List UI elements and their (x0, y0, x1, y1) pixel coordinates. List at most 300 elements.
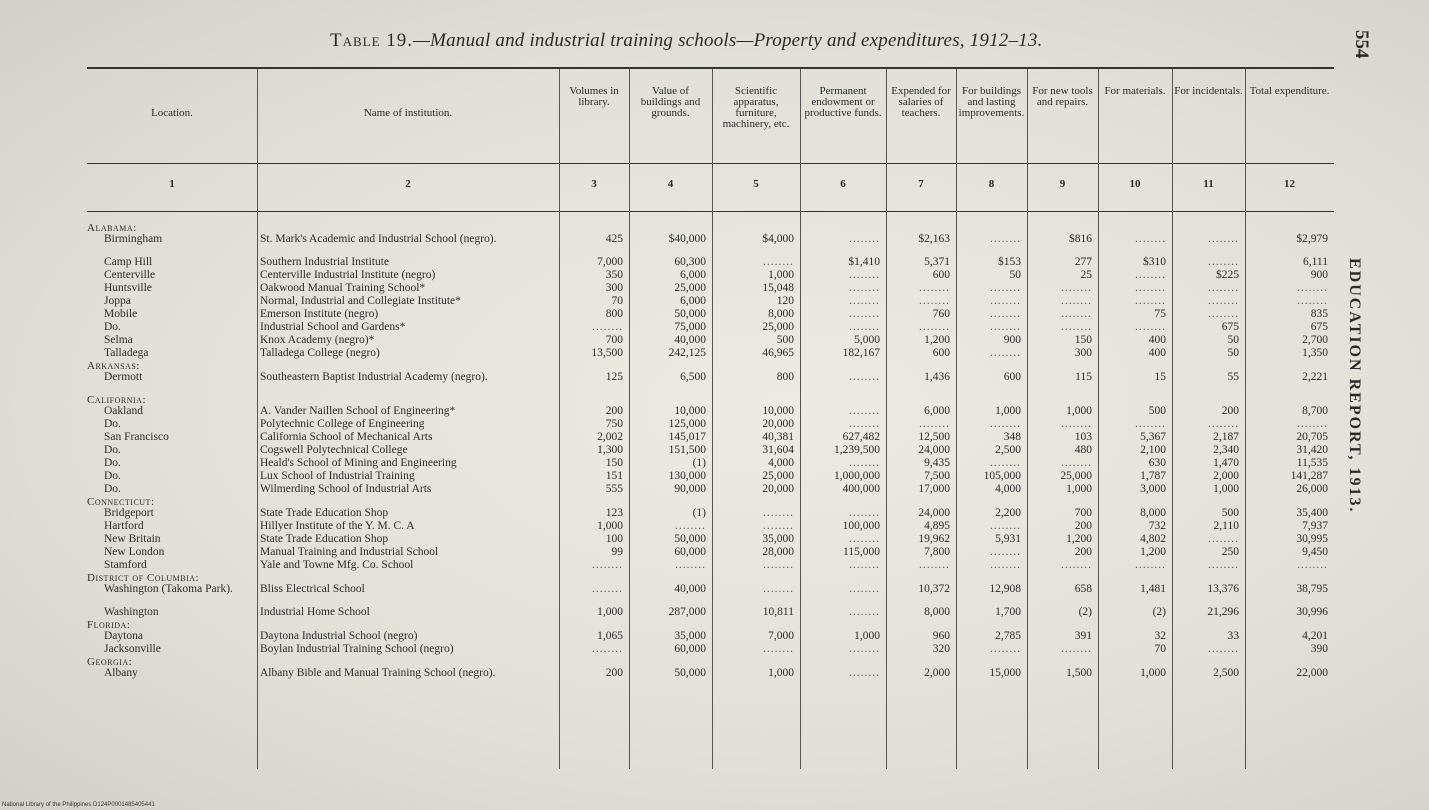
cell-value: ........ (763, 520, 794, 532)
cell-value: 150 (1074, 334, 1092, 346)
cell-value: 26,000 (1296, 483, 1328, 495)
cell-value: 105,000 (983, 470, 1021, 482)
table-row (0, 643, 1429, 656)
cell-value: 130,000 (668, 470, 706, 482)
cell-value: $153 (998, 256, 1021, 268)
cell-value: 20,705 (1296, 431, 1328, 443)
cell-value: 700 (605, 334, 623, 346)
cell-value: 1,470 (1213, 457, 1239, 469)
cell-value: 125,000 (668, 418, 706, 430)
column-number: 9 (1059, 178, 1066, 190)
institution-name: Wilmerding School of Industrial Arts (260, 483, 432, 495)
cell-value: ........ (849, 321, 880, 333)
institution-name: St. Mark's Academic and Industrial School (negro). (260, 233, 497, 245)
cell-value: 8,000 (768, 308, 794, 320)
cell-value: 1,200 (1066, 533, 1092, 545)
location: Do. (104, 457, 121, 469)
cell-value: 300 (1074, 347, 1092, 359)
cell-value: 141,287 (1290, 470, 1328, 482)
location: Stamford (104, 559, 147, 571)
cell-value: 30,996 (1296, 606, 1328, 618)
table-row (0, 233, 1429, 246)
cell-value: 6,000 (680, 295, 706, 307)
cell-value: ........ (763, 559, 794, 571)
table-row (0, 418, 1429, 431)
cell-value: 600 (932, 269, 950, 281)
institution-name: Knox Academy (negro)* (260, 334, 375, 346)
cell-value: $1,410 (848, 256, 880, 268)
cell-value: ........ (1061, 643, 1092, 655)
cell-value: 1,350 (1302, 347, 1328, 359)
location: Albany (104, 667, 138, 679)
cell-value: ........ (919, 559, 950, 571)
cell-value: 125 (605, 371, 623, 383)
location: Do. (104, 444, 121, 456)
cell-value: ........ (919, 295, 950, 307)
cell-value: 1,300 (597, 444, 623, 456)
cell-value: 7,000 (597, 256, 623, 268)
cell-value: 46,965 (762, 347, 794, 359)
cell-value: 390 (1310, 643, 1328, 655)
institution-name: Cogswell Polytechnical College (260, 444, 408, 456)
cell-value: ........ (990, 282, 1021, 294)
cell-value: ........ (849, 269, 880, 281)
cell-value: ........ (1208, 295, 1239, 307)
cell-value: 9,450 (1302, 546, 1328, 558)
cell-value: ........ (1297, 418, 1328, 430)
cell-value: 675 (1310, 321, 1328, 333)
table-row (0, 483, 1429, 496)
cell-value: 600 (1003, 371, 1021, 383)
cell-value: ........ (990, 295, 1021, 307)
cell-value: 50,000 (674, 533, 706, 545)
cell-value: 75 (1154, 308, 1166, 320)
cell-value: 11,535 (1296, 457, 1328, 469)
cell-value: 4,000 (768, 457, 794, 469)
table-row (0, 533, 1429, 546)
cell-value: ........ (1061, 418, 1092, 430)
cell-value: 200 (1074, 546, 1092, 558)
location: Do. (104, 418, 121, 430)
cell-value: ........ (990, 559, 1021, 571)
cell-value: ........ (919, 321, 950, 333)
state-name: Arkansas: (87, 360, 140, 372)
column-number: 2 (405, 178, 411, 190)
cell-value: 103 (1074, 431, 1092, 443)
table-row (0, 457, 1429, 470)
cell-value: 182,167 (842, 347, 880, 359)
cell-value: 5,000 (854, 334, 880, 346)
cell-value: 287,000 (668, 606, 706, 618)
cell-value: 90,000 (674, 483, 706, 495)
column-header: Volumes in library. (569, 85, 619, 108)
cell-value: ........ (1208, 308, 1239, 320)
table-row (0, 282, 1429, 295)
cell-value: 99 (611, 546, 623, 558)
table-row (0, 559, 1429, 572)
cell-value: 1,000 (1213, 483, 1239, 495)
column-header: Expended for salaries of teachers. (891, 85, 951, 119)
cell-value: 250 (1221, 546, 1239, 558)
cell-value: 200 (605, 405, 623, 417)
side-heading: EDUCATION REPORT, 1913. (1346, 258, 1363, 514)
table-caption: —Manual and industrial training schools—Property and expenditures, 1912–13. (413, 30, 1043, 51)
cell-value: 5,367 (1140, 431, 1166, 443)
cell-value: ........ (763, 583, 794, 595)
cell-value: ........ (1208, 643, 1239, 655)
cell-value: 2,500 (1213, 667, 1239, 679)
cell-value: 35,000 (674, 630, 706, 642)
cell-value: ........ (675, 559, 706, 571)
cell-value: 400 (1148, 334, 1166, 346)
institution-name: Industrial School and Gardens* (260, 321, 406, 333)
cell-value: 20,000 (762, 418, 794, 430)
column-header: For buildings and lasting improvements. (958, 85, 1025, 119)
cell-value: 2,785 (995, 630, 1021, 642)
cell-value: 25,000 (674, 282, 706, 294)
cell-value: 1,000 (1066, 405, 1092, 417)
location: Dermott (104, 371, 143, 383)
cell-value: 800 (776, 371, 794, 383)
cell-value: 900 (1003, 334, 1021, 346)
column-header: Value of buildings and grounds. (640, 85, 701, 119)
cell-value: 50 (1227, 347, 1239, 359)
table-row (0, 371, 1429, 384)
cell-value: 200 (605, 667, 623, 679)
cell-value: 348 (1003, 431, 1021, 443)
cell-value: 500 (1148, 405, 1166, 417)
cell-value: 115,000 (843, 546, 880, 558)
location: Birmingham (104, 233, 163, 245)
cell-value: ........ (1061, 457, 1092, 469)
location: Talladega (104, 347, 149, 359)
cell-value: 6,111 (1302, 256, 1328, 268)
cell-value: 835 (1310, 308, 1328, 320)
cell-value: ........ (1135, 282, 1166, 294)
cell-value: 7,500 (924, 470, 950, 482)
column-number: 11 (1203, 178, 1214, 190)
cell-value: ........ (990, 233, 1021, 245)
location: Mobile (104, 308, 138, 320)
cell-value: ........ (849, 233, 880, 245)
cell-value: 10,811 (762, 606, 794, 618)
cell-value: ........ (849, 643, 880, 655)
column-header: Permanent endowment or productive funds. (804, 85, 882, 119)
table-row (0, 520, 1429, 533)
cell-value: $225 (1216, 269, 1239, 281)
cell-value: 60,000 (674, 546, 706, 558)
location: Camp Hill (104, 256, 153, 268)
cell-value: 2,002 (597, 431, 623, 443)
table-row (0, 308, 1429, 321)
cell-value: 12,500 (918, 431, 950, 443)
cell-value: 123 (605, 507, 623, 519)
cell-value: 1,000 (1140, 667, 1166, 679)
column-number: 5 (753, 178, 759, 190)
institution-name: State Trade Education Shop (260, 533, 389, 545)
cell-value: 7,800 (924, 546, 950, 558)
cell-value: 15 (1154, 371, 1166, 383)
cell-value: 242,125 (668, 347, 706, 359)
cell-value: ........ (990, 418, 1021, 430)
institution-name: State Trade Education Shop (260, 507, 389, 519)
cell-value: 1,000 (597, 606, 623, 618)
cell-value: $2,163 (918, 233, 950, 245)
cell-value: 1,787 (1140, 470, 1166, 482)
cell-value: ........ (592, 559, 623, 571)
institution-name: Normal, Industrial and Collegiate Institute* (260, 295, 461, 307)
cell-value: ........ (1208, 233, 1239, 245)
cell-value: 13,376 (1207, 583, 1239, 595)
cell-value: 70 (1154, 643, 1166, 655)
cell-value: 1,436 (924, 371, 950, 383)
cell-value: 400 (1148, 347, 1166, 359)
cell-value: 6,000 (680, 269, 706, 281)
cell-value: 13,500 (591, 347, 623, 359)
cell-value: 5,931 (995, 533, 1021, 545)
cell-value: ........ (592, 583, 623, 595)
column-number: 8 (988, 178, 995, 190)
cell-value: 425 (605, 233, 623, 245)
footer-credit: National Library of the Philippines D124P0001485405441 (2, 802, 155, 808)
cell-value: 50,000 (674, 667, 706, 679)
institution-name: Lux School of Industrial Training (260, 470, 415, 482)
cell-value: 8,000 (924, 606, 950, 618)
column-header: For incidentals. (1174, 85, 1243, 97)
cell-value: ........ (592, 643, 623, 655)
cell-value: 6,500 (680, 371, 706, 383)
column-header: For materials. (1104, 85, 1166, 97)
location: Selma (104, 334, 133, 346)
institution-name: Hillyer Institute of the Y. M. C. A (260, 520, 415, 532)
cell-value: 151,500 (668, 444, 706, 456)
cell-value: 100 (605, 533, 623, 545)
cell-value: 800 (605, 308, 623, 320)
institution-name: Centerville Industrial Institute (negro) (260, 269, 436, 281)
cell-value: ........ (849, 559, 880, 571)
cell-value: 151 (605, 470, 623, 482)
cell-value: 21,296 (1207, 606, 1239, 618)
cell-value: 75,000 (674, 321, 706, 333)
cell-value: 32 (1154, 630, 1166, 642)
cell-value: 1,200 (1140, 546, 1166, 558)
column-header: Scientific apparatus, furniture, machinery, etc. (722, 85, 790, 130)
cell-value: ........ (849, 295, 880, 307)
cell-value: 500 (776, 334, 794, 346)
cell-value: 60,300 (674, 256, 706, 268)
cell-value: ........ (1061, 295, 1092, 307)
column-number: 6 (840, 178, 846, 190)
cell-value: 2,110 (1213, 520, 1239, 532)
cell-value: 700 (1074, 507, 1092, 519)
column-header: Location. (151, 107, 193, 119)
column-number: 4 (667, 178, 674, 190)
cell-value: (1) (692, 457, 706, 469)
cell-value: ........ (990, 457, 1021, 469)
table-row (0, 470, 1429, 483)
cell-value: ........ (1135, 321, 1166, 333)
cell-value: ........ (849, 371, 880, 383)
location: Bridgeport (104, 507, 154, 519)
cell-value: 70 (611, 295, 623, 307)
cell-value: $4,000 (762, 233, 794, 245)
cell-value: ........ (1297, 559, 1328, 571)
cell-value: 10,000 (762, 405, 794, 417)
table-row (0, 431, 1429, 444)
cell-value: 28,000 (762, 546, 794, 558)
cell-value: 200 (1074, 520, 1092, 532)
cell-value: 2,700 (1302, 334, 1328, 346)
column-number: 10 (1129, 178, 1141, 190)
cell-value: 38,795 (1296, 583, 1328, 595)
cell-value: 10,372 (918, 583, 950, 595)
cell-value: 40,381 (762, 431, 794, 443)
cell-value: ........ (1135, 295, 1166, 307)
table-row (0, 256, 1429, 269)
cell-value: 3,000 (1140, 483, 1166, 495)
cell-value: 1,500 (1066, 667, 1092, 679)
cell-value: ........ (592, 321, 623, 333)
table-label: Table 19. (330, 30, 414, 51)
cell-value: 2,000 (924, 667, 950, 679)
institution-name: California School of Mechanical Arts (260, 431, 433, 443)
state-name: California: (87, 394, 147, 406)
cell-value: 33 (1227, 630, 1239, 642)
institution-name: Southern Industrial Institute (260, 256, 390, 268)
state-name: District of Columbia: (87, 572, 200, 584)
cell-value: ........ (990, 321, 1021, 333)
cell-value: ........ (1061, 282, 1092, 294)
cell-value: (2) (1152, 606, 1166, 618)
cell-value: ........ (849, 667, 880, 679)
location: Do. (104, 470, 121, 482)
cell-value: 50 (1009, 269, 1021, 281)
cell-value: (1) (692, 507, 706, 519)
state-name: Alabama: (87, 222, 137, 234)
institution-name: Albany Bible and Manual Training School (negro). (260, 667, 496, 679)
cell-value: 115 (1075, 371, 1092, 383)
cell-value: 20,000 (762, 483, 794, 495)
table-row (0, 546, 1429, 559)
cell-value: 55 (1227, 371, 1239, 383)
cell-value: 120 (776, 295, 794, 307)
cell-value: $2,979 (1296, 233, 1328, 245)
cell-value: 19,962 (918, 533, 950, 545)
cell-value: 2,200 (995, 507, 1021, 519)
cell-value: $40,000 (668, 233, 706, 245)
cell-value: 200 (1221, 405, 1239, 417)
cell-value: 25 (1080, 269, 1092, 281)
cell-value: ........ (990, 520, 1021, 532)
table-row (0, 667, 1429, 680)
table-row (0, 444, 1429, 457)
cell-value: ........ (849, 533, 880, 545)
location: Washington (104, 606, 159, 618)
cell-value: 8,700 (1302, 405, 1328, 417)
cell-value: 1,481 (1140, 583, 1166, 595)
cell-value: 500 (1221, 507, 1239, 519)
cell-value: 12,908 (989, 583, 1021, 595)
location: Oakland (104, 405, 143, 417)
cell-value: 7,937 (1302, 520, 1328, 532)
cell-value: 2,187 (1213, 431, 1239, 443)
cell-value: ........ (1297, 282, 1328, 294)
cell-value: ........ (1061, 308, 1092, 320)
cell-value: 750 (605, 418, 623, 430)
cell-value: 658 (1074, 583, 1092, 595)
cell-value: ........ (1061, 559, 1092, 571)
institution-name: Emerson Institute (negro) (260, 308, 379, 320)
cell-value: 391 (1074, 630, 1092, 642)
cell-value: ........ (1208, 282, 1239, 294)
cell-value: 4,802 (1140, 533, 1166, 545)
table-title (330, 30, 1043, 52)
cell-value: 25,000 (1060, 470, 1092, 482)
cell-value: 400,000 (842, 483, 880, 495)
column-number: 7 (918, 178, 924, 190)
cell-value: 300 (605, 282, 623, 294)
cell-value: 1,000 (1066, 483, 1092, 495)
cell-value: ........ (990, 308, 1021, 320)
institution-name: A. Vander Naillen School of Engineering* (260, 405, 456, 417)
cell-value: 4,895 (924, 520, 950, 532)
page-number: 554 (1351, 30, 1372, 59)
cell-value: 480 (1074, 444, 1092, 456)
cell-value: 4,201 (1302, 630, 1328, 642)
location: Do. (104, 483, 121, 495)
institution-name: Oakwood Manual Training School* (260, 282, 426, 294)
location: Jacksonville (104, 643, 161, 655)
cell-value: 4,000 (995, 483, 1021, 495)
cell-value: 9,435 (924, 457, 950, 469)
cell-value: ........ (919, 282, 950, 294)
cell-value: ........ (763, 507, 794, 519)
cell-value: ........ (1135, 269, 1166, 281)
cell-value: ........ (990, 546, 1021, 558)
cell-value: ........ (849, 308, 880, 320)
institution-name: Daytona Industrial School (negro) (260, 630, 418, 642)
cell-value: 2,000 (1213, 470, 1239, 482)
institution-name: Boylan Industrial Training School (negro) (260, 643, 454, 655)
table-row (0, 630, 1429, 643)
institution-name: Yale and Towne Mfg. Co. School (260, 559, 414, 571)
cell-value: 24,000 (918, 507, 950, 519)
cell-value: 25,000 (762, 321, 794, 333)
cell-value: 320 (932, 643, 950, 655)
cell-value: 627,482 (842, 431, 880, 443)
cell-value: ........ (1135, 559, 1166, 571)
cell-value: 732 (1148, 520, 1166, 532)
cell-value: 50,000 (674, 308, 706, 320)
location: New London (104, 546, 165, 558)
state-name: Georgia: (87, 656, 133, 668)
cell-value: 600 (932, 347, 950, 359)
cell-value: ........ (990, 643, 1021, 655)
cell-value: ........ (1208, 256, 1239, 268)
table-row (0, 269, 1429, 282)
cell-value: ........ (990, 347, 1021, 359)
column-number: 3 (591, 178, 597, 190)
location: San Francisco (104, 431, 169, 443)
cell-value: 2,500 (995, 444, 1021, 456)
cell-value: 145,017 (668, 431, 706, 443)
cell-value: 1,000,000 (834, 470, 880, 482)
cell-value: ........ (849, 418, 880, 430)
cell-value: 15,048 (762, 282, 794, 294)
cell-value: 1,000 (597, 520, 623, 532)
institution-name: Manual Training and Industrial School (260, 546, 439, 558)
cell-value: ........ (1297, 295, 1328, 307)
